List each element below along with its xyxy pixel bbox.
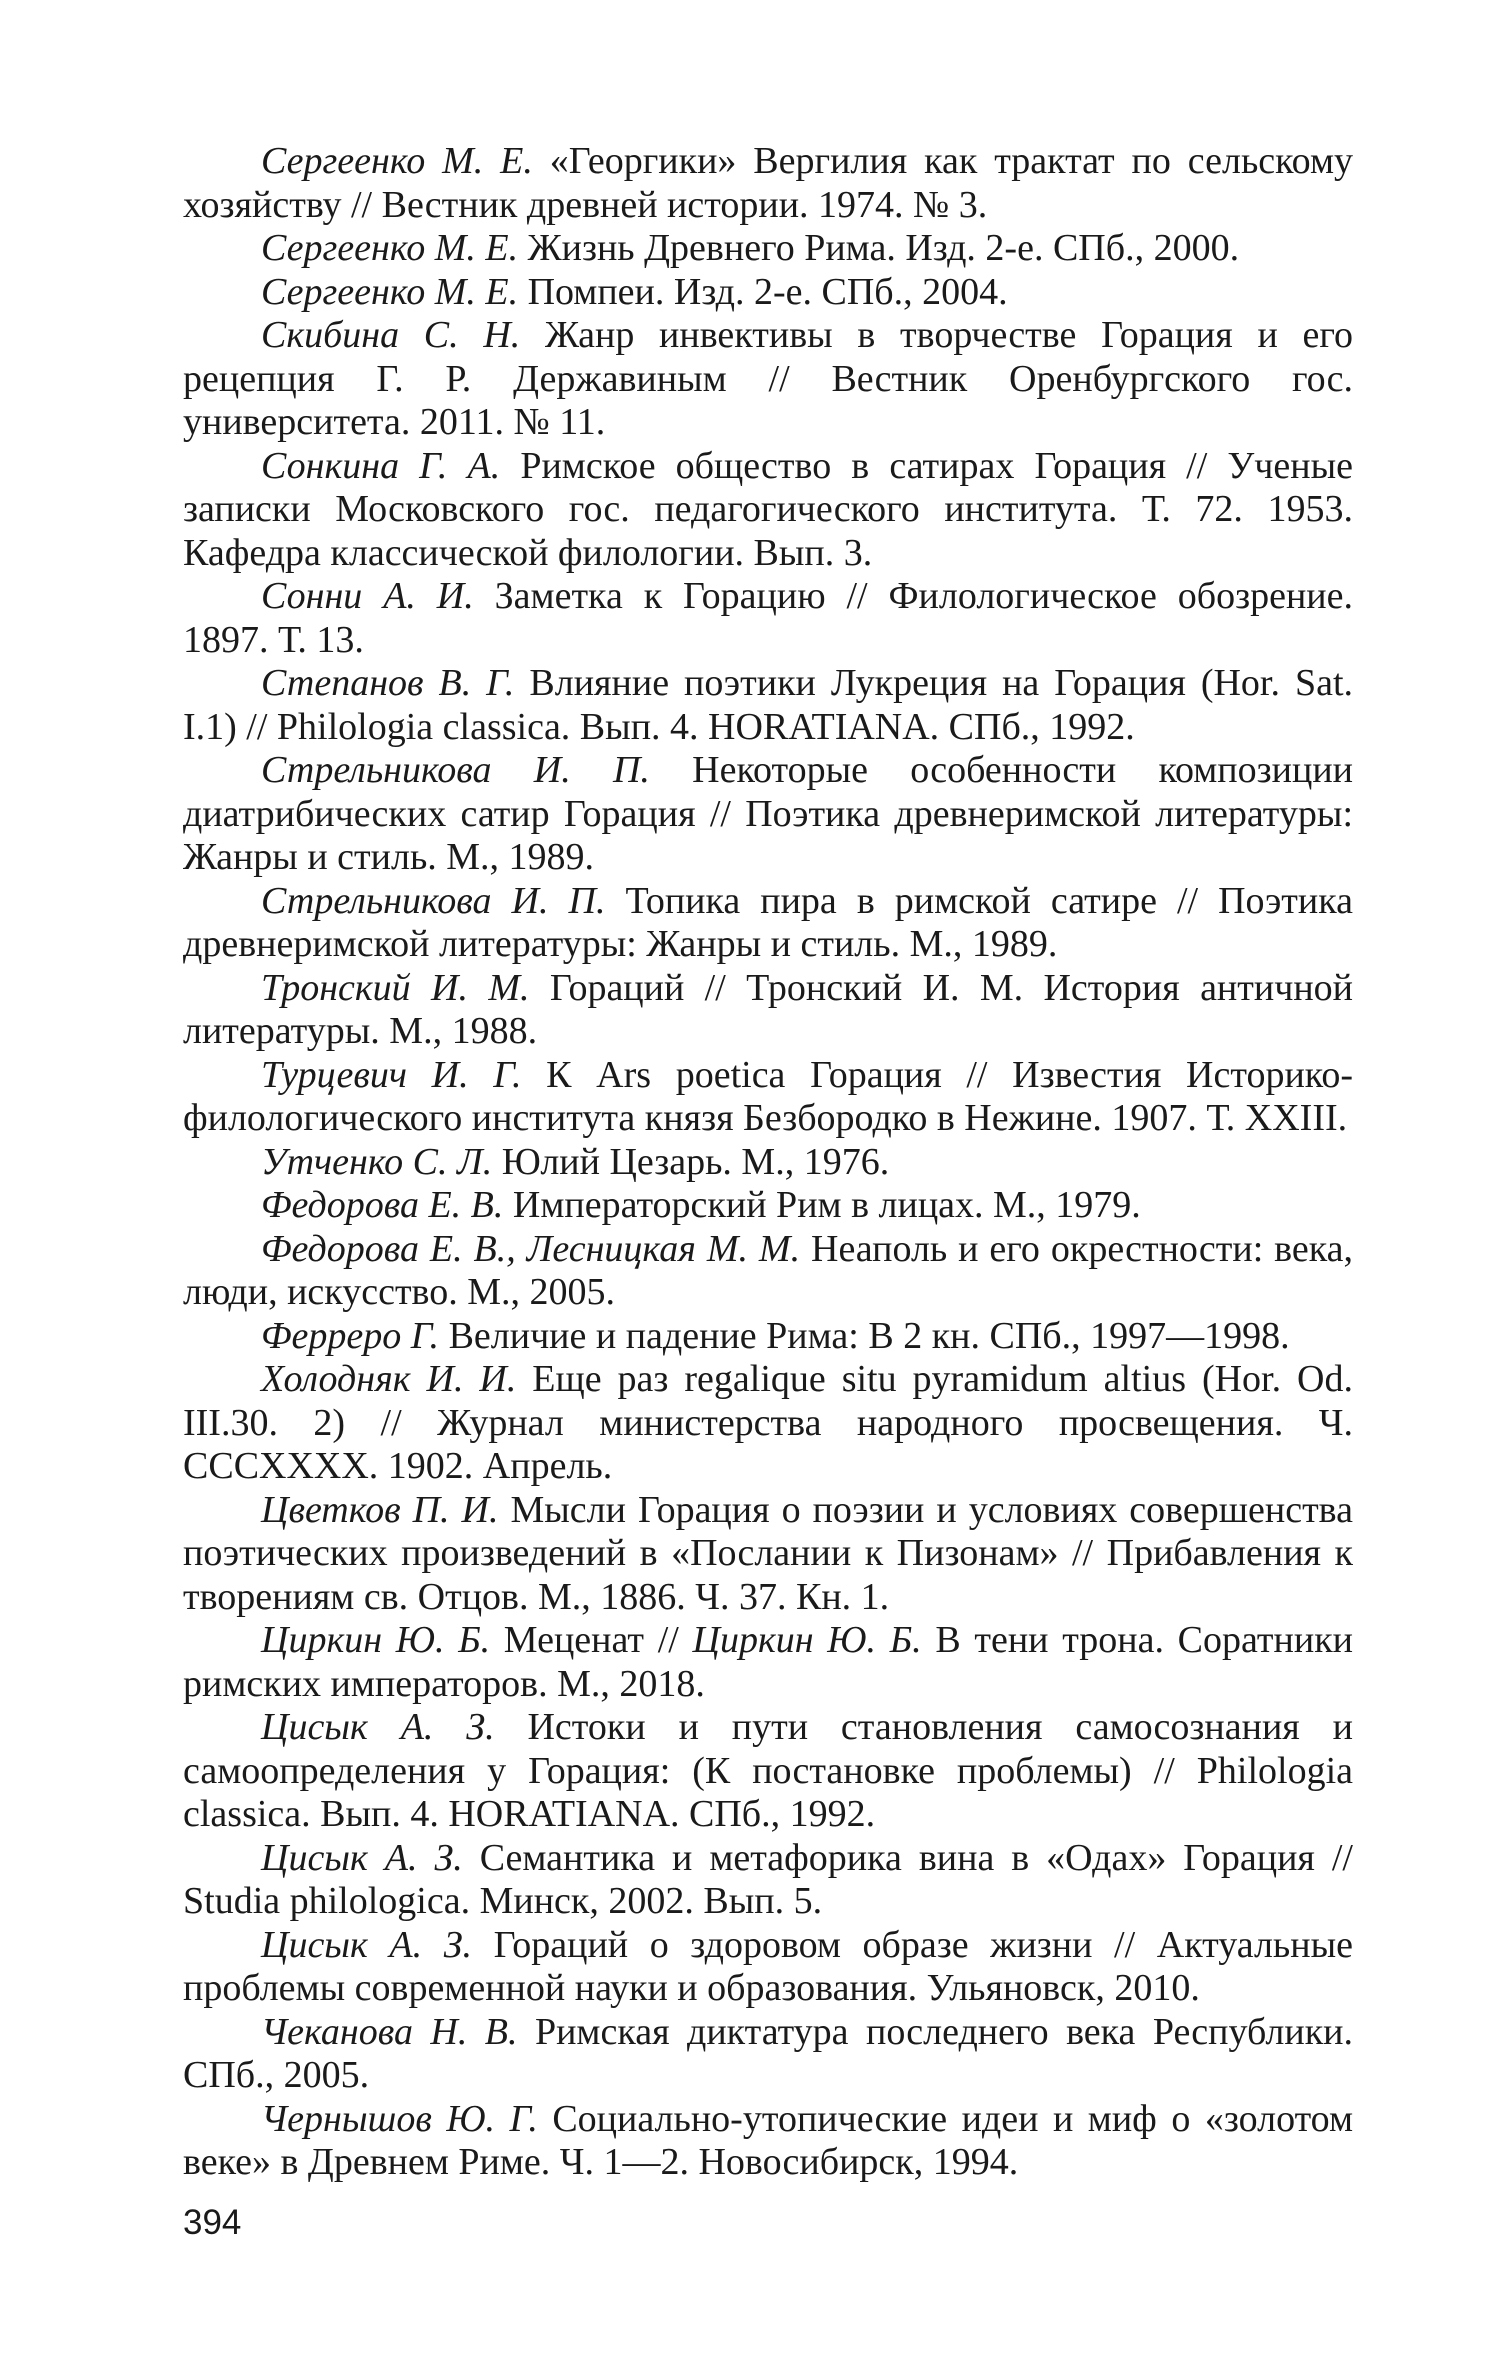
entry-text: Семантика и метафорика вина в «Одах» Горация // Studia philologica. Минск, 2002. Вып. 5. — [183, 1836, 1353, 1922]
bibliography-entry — [183, 967, 1353, 1054]
bibliography-entry — [183, 1489, 1353, 1620]
entry-author: Стрельникова И. П. — [261, 749, 650, 791]
entry-text: Некоторые особенности композиции диатрибических сатир Горация // Поэтика древнеримской литературы: Жанры и стиль. М., 1989. — [183, 749, 1353, 878]
entry-text: Социально-утопические идеи и миф о «золотом веке» в Древнем Риме. Ч. 1—2. Новосибирск, 1994. — [183, 2097, 1353, 2183]
entry-author: Стрельникова И. П. — [261, 879, 606, 922]
entry-author: Сергеенко М. Е. — [261, 270, 519, 313]
entry-text: Мысли Горация о поэзии и условиях совершенства поэтических произведений в «Послании к Пизонам» // Прибавления к творениям св. Отцов. М., 1886. Ч. 37. Кн. 1. — [183, 1488, 1353, 1618]
entry-text: «Георгики» Вергилия как трактат по сельскому хозяйству // Вестник древней истории. 1974. № 3. — [183, 140, 1353, 226]
bibliography-entry — [183, 662, 1353, 749]
entry-text: Помпеи. Изд. 2-е. СПб., 2004. — [518, 270, 1008, 313]
entry-author: Ферреро Г. — [261, 1314, 440, 1357]
entry-author-secondary: Циркин Ю. Б. — [692, 1619, 922, 1661]
entry-text: Римское общество в сатирах Горация // Ученые записки Московского гос. педагогического института. Т. 72. 1953. Кафедра классической филологии. Вып. 3. — [183, 444, 1353, 574]
bibliography-entry — [183, 271, 1353, 315]
bibliography-entry — [183, 1141, 1353, 1185]
entry-text: Заметка к Горацию // Филологическое обозрение. 1897. Т. 13. — [183, 575, 1353, 661]
bibliography-entry — [183, 2098, 1353, 2185]
bibliography-list — [183, 140, 1353, 2185]
entry-author: Турцевич И. Г. — [261, 1053, 522, 1096]
entry-author: Федорова Е. В. — [261, 1184, 504, 1226]
entry-author: Скибина С. Н. — [261, 314, 521, 356]
bibliography-entry — [183, 575, 1353, 662]
entry-text: Императорский Рим в лицах. М., 1979. — [503, 1184, 1141, 1226]
entry-text: Гораций о здоровом образе жизни // Актуальные проблемы современной науки и образования. Ульяновск, 2010. — [183, 1923, 1353, 2009]
entry-text: Гораций // Тронский И. М. История античной литературы. М., 1988. — [183, 966, 1353, 1052]
entry-author: Цисык А. З. — [261, 1706, 495, 1748]
entry-text: Топика пира в римской сатире // Поэтика древнеримской литературы: Жанры и стиль. М., 1989. — [183, 879, 1353, 965]
entry-author: Тронский И. М. — [261, 966, 530, 1009]
entry-text: Влияние поэтики Лукреция на Горация (Hor. Sat. I.1) // Philologia classica. Вып. 4. HORATIANA. СПб., 1992. — [183, 662, 1354, 748]
entry-text: К Ars poetica Горация // Известия Историко-филологического института князя Безбородко в Нежине. 1907. Т. XXIII. — [183, 1053, 1353, 1139]
bibliography-entry — [183, 227, 1353, 271]
entry-text: Жизнь Древнего Рима. Изд. 2-е. СПб., 2000. — [518, 227, 1240, 269]
entry-text: Истоки и пути становления самосознания и самоопределения у Горация: (К постановке проблемы) // Philologia classica. Вып. 4. HORATIANA. СПб., 1992. — [183, 1706, 1353, 1835]
entry-author: Степанов В. Г. — [261, 662, 515, 704]
entry-text: Меценат // — [490, 1619, 693, 1661]
bibliography-entry — [183, 749, 1353, 880]
entry-author: Цисык А. З. — [261, 1836, 463, 1879]
bibliography-entry — [183, 445, 1353, 576]
entry-text: Жанр инвективы в творчестве Горация и его рецепция Г. Р. Державиным // Вестник Оренбургского гос. университета. 2011. № 11. — [183, 314, 1354, 443]
bibliography-entry — [183, 1837, 1353, 1924]
bibliography-entry — [183, 1228, 1353, 1315]
entry-text: Римская диктатура последнего века Республики. СПб., 2005. — [183, 2010, 1353, 2096]
bibliography-entry — [183, 880, 1353, 967]
page-number: 394 — [183, 2203, 242, 2242]
entry-author: Чернышов Ю. Г. — [261, 2097, 538, 2140]
entry-author: Холодняк И. И. — [261, 1358, 517, 1400]
bibliography-entry — [183, 1358, 1353, 1489]
bibliography-entry — [183, 1315, 1353, 1359]
entry-author: Чеканова Н. В. — [261, 2010, 518, 2053]
bibliography-entry — [183, 1184, 1353, 1228]
bibliography-entry — [183, 1924, 1353, 2011]
entry-author: Цветков П. И. — [261, 1488, 499, 1531]
entry-author: Сергеенко М. Е. — [261, 227, 519, 269]
bibliography-entry — [183, 1619, 1353, 1706]
entry-author: Утченко С. Л. — [261, 1140, 493, 1183]
entry-author: Сергеенко М. Е. — [261, 140, 533, 182]
entry-author: Сонни А. И. — [261, 575, 474, 617]
entry-author: Цисык А. З. — [261, 1923, 473, 1966]
bibliography-entry — [183, 314, 1353, 445]
bibliography-entry — [183, 2011, 1353, 2098]
entry-text: Величие и падение Рима: В 2 кн. СПб., 1997—1998. — [439, 1314, 1290, 1357]
entry-text-secondary: В тени трона. Соратники римских императоров. М., 2018. — [183, 1619, 1353, 1705]
bibliography-entry — [183, 1706, 1353, 1837]
entry-author: Циркин Ю. Б. — [261, 1619, 491, 1661]
bibliography-entry — [183, 1054, 1353, 1141]
bibliography-entry — [183, 140, 1353, 227]
entry-text: Юлий Цезарь. М., 1976. — [492, 1140, 890, 1183]
entry-author: Федорова Е. В., Лесницкая М. М. — [261, 1227, 801, 1270]
entry-author: Сонкина Г. А. — [261, 444, 501, 487]
entry-text: Еще раз regalique situ pyramidum altius (Hor. Od. III.30. 2) // Журнал министерства народного просвещения. Ч. CCCXXXX. 1902. Апрель. — [183, 1358, 1353, 1487]
entry-text: Неаполь и его окрестности: века, люди, искусство. М., 2005. — [183, 1227, 1354, 1313]
